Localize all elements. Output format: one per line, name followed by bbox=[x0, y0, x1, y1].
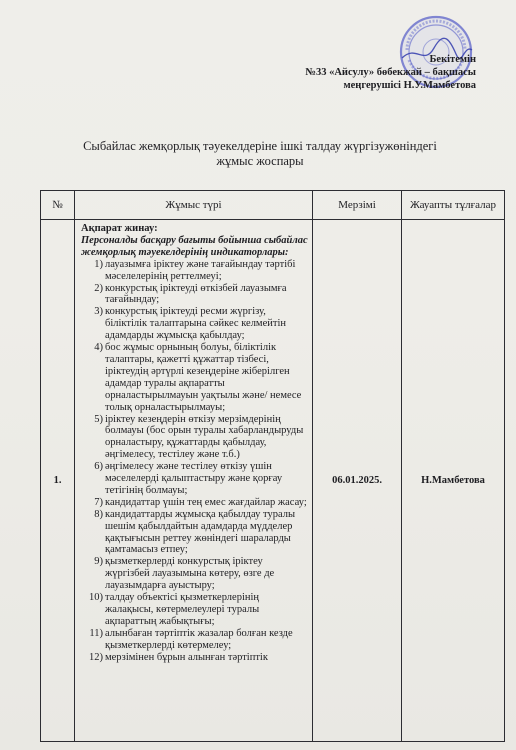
deadline-cell: 06.01.2025. bbox=[313, 220, 402, 742]
indicator-list bbox=[81, 259, 308, 664]
section-subtitle: Персоналды басқару бағыты бойынша сыбайлас жемқорлық тәуекелдерінің индикаторлары: bbox=[81, 234, 308, 258]
table-row bbox=[41, 220, 505, 742]
list-item: 4) бос жұмыс орнының болуы, біліктілік талаптары, қажетті құжаттар тізбесі, іріктеудің әртүрлі кезеңдеріне жіберілген адамдар туралы ақпаратты орналастырылмауын уақтылы және/ немесе толық орналастырылмауы; bbox=[94, 342, 302, 413]
approval-organization: №33 «Айсулу» бөбекжай – бақшасы bbox=[305, 67, 476, 78]
document-title-line-2: жұмыс жоспары bbox=[216, 154, 304, 168]
section-title: Ақпарат жинау: bbox=[81, 223, 158, 234]
header-deadline: Мерзімі bbox=[313, 191, 402, 220]
header-responsible: Жауапты тұлғалар bbox=[402, 191, 505, 220]
approval-label: Бекітемін bbox=[429, 54, 476, 65]
header-number: № bbox=[41, 191, 75, 220]
list-item: 3) конкурстық іріктеуді ресми жүргізу, біліктілік талаптарына сәйкес келмейтін адамдарды жұмысқа қабылдау; bbox=[94, 306, 286, 342]
list-item: 8) кандидаттарды жұмысқа қабылдау туралы шешім қабылдайтын адамдарда мүдделер қақтығысын реттеу жөніндегі шараларды қамтамасыз етпеу; bbox=[94, 508, 296, 556]
list-item: 11) алынбаған тәртіптік жазалар болған кезде қызметкерлерді көтермелеу; bbox=[89, 627, 293, 651]
list-item: 9) қызметкерлерді конкурстық іріктеу жүргізбей лауазымына көтеру, өзге де лауазымдарға ауыстыру; bbox=[94, 556, 275, 592]
approval-signatory: меңгерушісі Н.У.Мамбетова bbox=[343, 80, 476, 91]
list-item: 10) талдау объектісі қызметкерлерінің жалақысы, көтермелеулері туралы ақпараттың жабықтығы; bbox=[89, 592, 260, 627]
list-item: 2) конкурстық іріктеуді өткізбей лауазымға тағайындау; bbox=[94, 282, 287, 306]
list-item: 7) кандидаттар үшін тең емес жағдайлар жасау; bbox=[94, 496, 307, 508]
list-item: 5) іріктеу кезеңдерін өткізу мерзімдерінің болмауы (бос орын туралы хабарландыруды орналастыру, құжаттарды қабылдау, әңгімелесу, тестілеу және т.б.) bbox=[94, 413, 304, 461]
list-item: 12) мерзімінен бұрын алынған тәртіптік bbox=[89, 651, 268, 663]
document-title-line-1: Сыбайлас жемқорлық тәуекелдеріне ішкі талдау жүргізужөніндегі bbox=[83, 139, 437, 153]
document-title bbox=[40, 139, 480, 169]
list-item: 6) әңгімелесу және тестілеу өткізу үшін мәселелерді қалыптастыру және қорғау тетігінің болмауы; bbox=[94, 461, 283, 496]
responsible-cell: Н.Мамбетова bbox=[402, 220, 505, 742]
table-header-row bbox=[41, 191, 505, 220]
list-item: 1) лауазымға іріктеу және тағайындау тәртібі мәселелерінің реттелмеуі; bbox=[94, 258, 296, 282]
work-plan-table bbox=[40, 190, 505, 742]
work-type-cell bbox=[75, 220, 313, 742]
header-work-type: Жұмыс түрі bbox=[75, 191, 313, 220]
approval-block bbox=[216, 53, 476, 92]
row-number: 1. bbox=[41, 220, 75, 742]
